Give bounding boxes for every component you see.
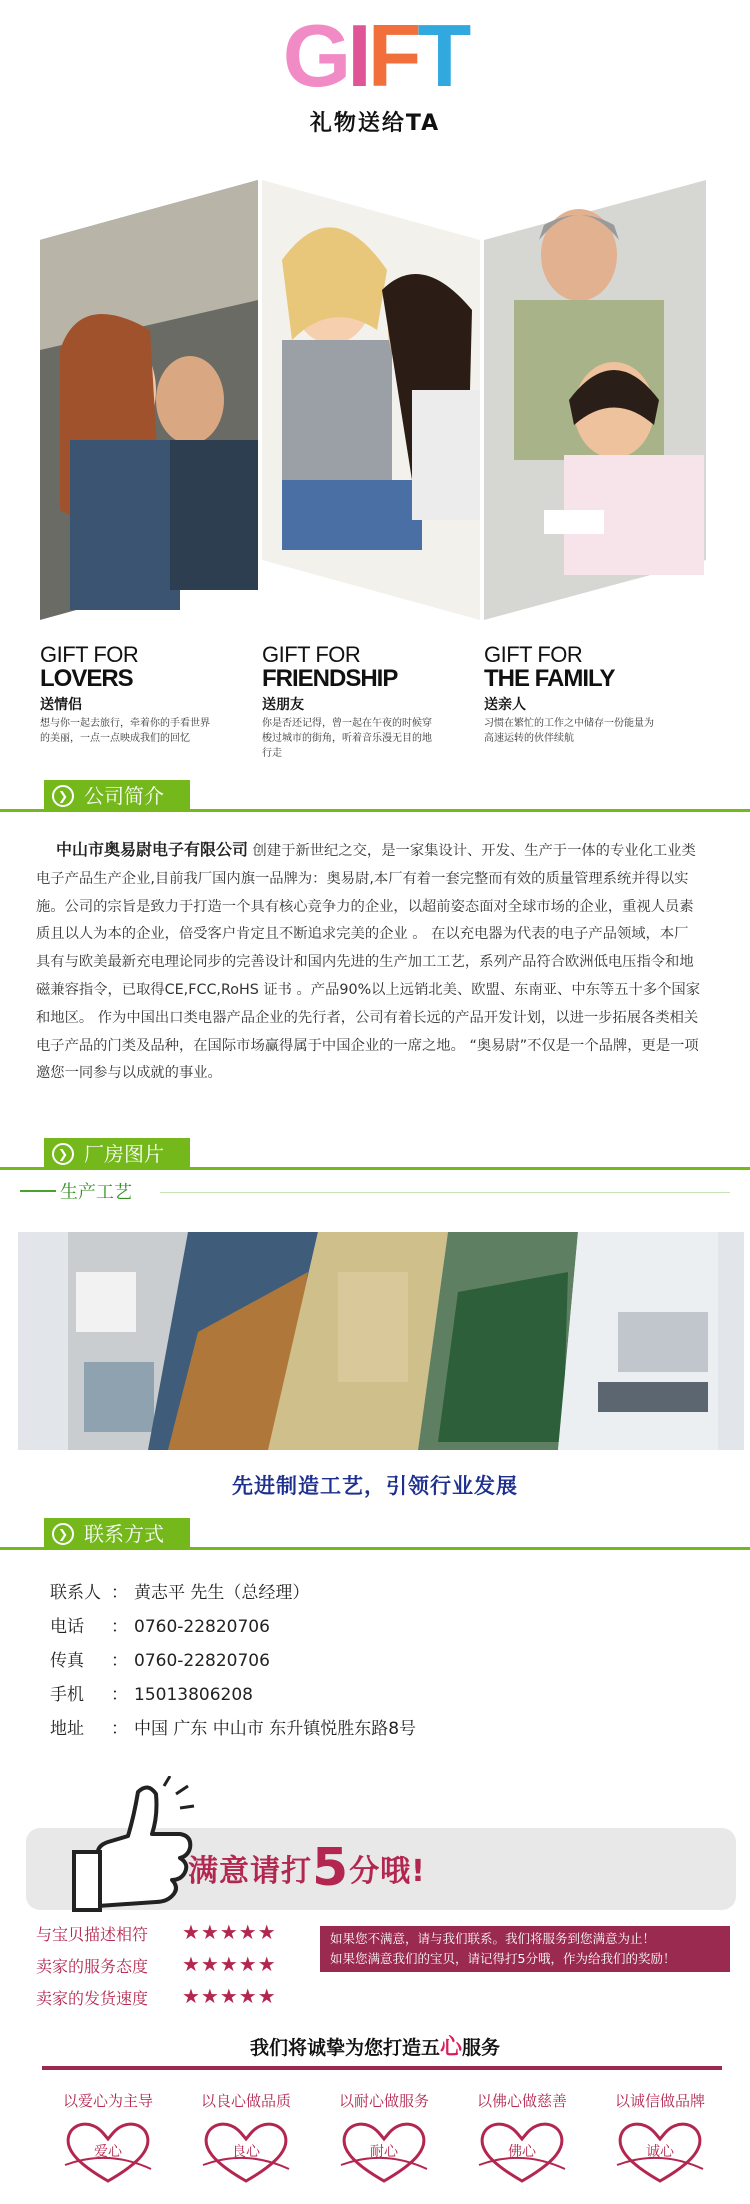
- service-word: 良心: [232, 2144, 260, 2160]
- caption-line1: GIFT FOR: [40, 642, 139, 667]
- service-item-integrity: [590, 2090, 730, 2200]
- rating-row-label: 卖家的发货速度: [36, 1989, 149, 2008]
- rating-suffix: 分哦!: [349, 1854, 426, 1889]
- five-title-suffix: 服务: [462, 2037, 501, 2059]
- caption-line1: GIFT FOR: [484, 642, 583, 667]
- service-label: 以耐心做服务: [338, 2092, 429, 2110]
- gift-letter-t: T: [417, 6, 468, 105]
- caption-line2: LOVERS: [40, 665, 133, 692]
- star-rating-icon[interactable]: ★★★★★: [182, 1952, 277, 1976]
- thumbs-up-icon: [68, 1776, 198, 1916]
- contact-key: 手机: [50, 1685, 84, 1705]
- heart-icon: [339, 2119, 429, 2185]
- gift-captions: [40, 644, 720, 764]
- service-label: 以佛心做慈善: [476, 2092, 567, 2110]
- caption-desc: 想与你一起去旅行，牵着你的手看世界的美丽，一点一点映成我们的回忆: [40, 718, 210, 744]
- rating-note-line1: 如果您不满意，请与我们联系。我们将服务到您满意为止！: [330, 1931, 656, 1946]
- company-description: 创建于新世纪之交，是一家集设计、开发、生产于一体的专业化工业类电子产品生产企业,目前我厂国内旗一品牌为：奥易尉,本厂有着一套完整而有效的质量管理系统并得以实施。公司的宗旨是致力于打造一个具有核心竞争力的企业，以超前姿态面对全球市场的企业，重视人员素质且以人为本的企业，倍受客户肯定且不断追求完美的企业 。 在以充电器为代表的电子产品领域，本厂具有与欧美最新充电理论同步的完善设计和国内先进的生产加工工艺，系列产品符合欧洲低电压指令和地磁兼容指令，已取得CE,FCC,RoHS 证书 。产品90%以上远销北美、欧盟、东南亚、中东等五十多个国家和地区。 作为中国出口类电器产品企业的先行者，公司有着长远的产品开发计划，以进一步拓展各类相关电子产品的门类及品种，在国际市场赢得属于中国企业的一席之地。 “奥易尉”不仅是一个品牌，更是一项邀您一同参与以成就的事业。: [36, 843, 701, 1082]
- production-divider: [160, 1192, 730, 1193]
- gift-letter-i: I: [347, 6, 368, 105]
- contact-list: [50, 1576, 690, 1746]
- contact-key: 地址: [50, 1719, 84, 1739]
- contact-sep: ：: [111, 1719, 128, 1739]
- contact-sep: ：: [111, 1651, 128, 1671]
- section-factory-tab[interactable]: [44, 1138, 190, 1170]
- contact-value: 0760-22820706: [134, 1651, 270, 1671]
- section-contact-tab[interactable]: [44, 1518, 190, 1550]
- service-word: 佛心: [508, 2144, 536, 2160]
- star-rating-icon[interactable]: ★★★★★: [182, 1920, 277, 1944]
- rating-row-shipping: [36, 1984, 326, 2012]
- chevron-right-icon: ❯: [52, 1143, 74, 1165]
- contact-sep: ：: [111, 1617, 128, 1637]
- service-item-patience: [314, 2090, 454, 2200]
- rating-prefix: 满意请打: [188, 1854, 312, 1889]
- heart-icon: [201, 2119, 291, 2185]
- five-services-title: [0, 2030, 750, 2061]
- production-slogan: 先进制造工艺，引领行业发展: [232, 1474, 518, 1498]
- contact-value[interactable]: 0760-22820706: [134, 1617, 270, 1637]
- service-label: 以爱心为主导: [62, 2092, 153, 2110]
- section-intro-tab[interactable]: [44, 780, 190, 812]
- service-label: 以良心做品质: [200, 2092, 291, 2110]
- contact-value: 黄志平 先生（总经理）: [134, 1583, 310, 1603]
- friendship-photo: [262, 180, 480, 620]
- company-name: 中山市奥易尉电子有限公司: [56, 840, 249, 859]
- heart-icon: [63, 2119, 153, 2185]
- caption-line1: GIFT FOR: [262, 642, 361, 667]
- section-title: 公司简介: [84, 784, 164, 808]
- contact-key: 电话: [50, 1617, 84, 1637]
- heart-icon: [615, 2119, 705, 2185]
- caption-line2: THE FAMILY: [484, 665, 615, 692]
- star-rating-icon[interactable]: ★★★★★: [182, 1984, 277, 2008]
- leaf-icon: [20, 1190, 56, 1192]
- gift-logo: [0, 6, 750, 105]
- gift-header: [0, 0, 750, 150]
- five-services-divider: [42, 2066, 722, 2070]
- caption-cn: 送情侣: [40, 697, 82, 713]
- contact-key: 传真: [50, 1651, 84, 1671]
- gift-subtitle: 礼物送给TA: [309, 111, 441, 136]
- contact-key: 联系人: [50, 1583, 101, 1603]
- service-word: 爱心: [94, 2144, 122, 2160]
- service-word: 耐心: [370, 2144, 398, 2160]
- five-title-heart: 心: [439, 2035, 462, 2060]
- caption-family: [484, 644, 694, 746]
- rating-headline: [188, 1838, 426, 1898]
- service-item-love: [38, 2090, 178, 2200]
- contact-row-person: [50, 1576, 690, 1610]
- caption-cn: 送亲人: [484, 697, 526, 713]
- contact-value[interactable]: 15013806208: [134, 1685, 253, 1705]
- contact-row-address: [50, 1712, 690, 1746]
- gift-letter-g: G: [282, 6, 348, 105]
- contact-sep: ：: [111, 1583, 128, 1603]
- production-title: 生产工艺: [60, 1182, 132, 1203]
- production-label: [20, 1176, 730, 1206]
- caption-desc: 你是否还记得，曾一起在午夜的时候穿梭过城市的街角，听着音乐漫无目的地行走: [262, 718, 432, 759]
- rating-note-line2: 如果您满意我们的宝贝，请记得打5分哦，作为给我们的奖励！: [330, 1951, 676, 1966]
- service-item-charity: [452, 2090, 592, 2200]
- heart-icon: [477, 2119, 567, 2185]
- chevron-right-icon: ❯: [52, 1523, 74, 1545]
- caption-line2: FRIENDSHIP: [262, 665, 398, 692]
- rating-row-label: 卖家的服务态度: [36, 1957, 149, 1976]
- section-intro-header: [0, 780, 750, 814]
- service-label: 以诚信做品牌: [614, 2092, 705, 2110]
- section-title: 厂房图片: [84, 1142, 164, 1166]
- contact-row-fax: [50, 1644, 690, 1678]
- five-title-prefix: 我们将诚挚为您打造五: [249, 2037, 440, 2059]
- rating-row-label: 与宝贝描述相符: [36, 1925, 149, 1944]
- contact-row-mobile: [50, 1678, 690, 1712]
- contact-value: 中国 广东 中山市 东升镇悦胜东路8号: [134, 1719, 417, 1739]
- rating-row-description: [36, 1920, 326, 1948]
- gift-photo-strip: [40, 180, 706, 620]
- caption-cn: 送朋友: [262, 697, 304, 713]
- factory-photo-strip: [18, 1232, 744, 1450]
- section-contact-header: [0, 1518, 750, 1552]
- rating-row-service: [36, 1952, 326, 1980]
- gift-letter-f: F: [367, 6, 418, 105]
- service-item-conscience: [176, 2090, 316, 2200]
- section-factory-header: [0, 1138, 750, 1172]
- company-intro: [36, 836, 700, 1088]
- section-title: 联系方式: [84, 1522, 164, 1546]
- family-photo: [484, 180, 706, 620]
- contact-row-phone: [50, 1610, 690, 1644]
- chevron-right-icon: ❯: [52, 785, 74, 807]
- caption-friendship: [262, 644, 472, 761]
- contact-sep: ：: [111, 1685, 128, 1705]
- caption-lovers: [40, 644, 250, 746]
- rating-note: [320, 1926, 730, 1972]
- lovers-photo: [40, 180, 258, 620]
- caption-desc: 习惯在繁忙的工作之中储存一份能量为高速运转的伙伴续航: [484, 718, 654, 744]
- rating-number: 5: [312, 1838, 350, 1898]
- service-word: 诚心: [646, 2144, 674, 2160]
